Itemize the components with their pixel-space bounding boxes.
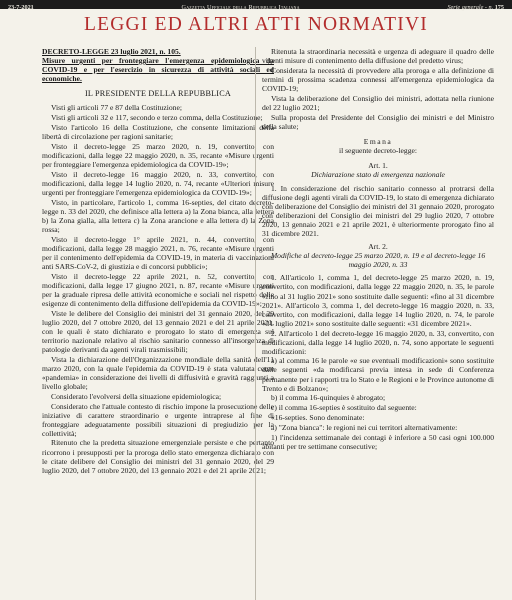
left-paragraph: Visti gli articoli 32 e 117, secondo e terzo comma, della Costituzione; (51, 113, 263, 123)
column-divider (255, 47, 256, 600)
left-paragraph: Vista la dichiarazione dell'Organizzazione mondiale della sanità dell'11 marzo 2020, con la quale l'epidemia da COVID-19 è stata valutata come «pandemia» in considerazione dei livelli di diffusività e gravità raggiunti a livello globale; (42, 354, 274, 391)
left-paragraph: Visto il decreto-legge 22 aprile 2021, n. 52, convertito, con modificazioni, dalla legge 17 giugno 2021, n. 87, recante «Misure urgenti per la graduale ripresa delle attività economiche e sociali nel rispetto delle esigenze di contenimento della diffusione dell'epidemia da COVID-19»; (42, 271, 274, 308)
left-paragraph: Ritenuto che la predetta situazione emergenziale persiste e che pertanto ricorrono i presupposti per la proroga dello stato emergenza dichiarato con le citate delibere del Consiglio dei ministri del 31 gennaio 2020, del 29 luglio 2020, del 7 ottobre 2020, del 13 gennaio 2021 e del 21 aprile 2021; (42, 438, 274, 475)
article-2-paragraph: 1. All'articolo 1, comma 1, del decreto-legge 25 marzo 2020, n. 19, convertito, con modificazioni, dalla legge 22 maggio 2020, n. 35, le parole «fino al 31 luglio 2021» sono sostituite dalle seguenti: «fino al 31 dicembre 2021». All'articolo 3, comma 1, del decreto-legge 16 maggio 2020, n. 33, convertito, con modificazioni, dalla legge 14 luglio 2020, n. 74, le parole «31 luglio 2021» sono sostituite dalle seguenti: «31 dicembre 2021». (262, 273, 494, 328)
article-1-title: Dichiarazione stato di emergenza nazionale (311, 169, 445, 179)
article-2-paragraph: «16-septies. Sono denominate: (271, 413, 365, 423)
article-2-paragraph: b) il comma 16-quinquies è abrogato; (271, 393, 386, 403)
preamble-paragraph: Vista la deliberazione del Consiglio dei ministri, adottata nella riunione del 22 luglio 2021; (262, 93, 494, 112)
header-series-label: Serie generale - n. (447, 3, 494, 11)
header-issue: 175 (494, 3, 504, 11)
emana-subheading: il seguente decreto-legge: (338, 145, 417, 155)
decree-subtitle: Misure urgenti per fronteggiare l'emergenza epidemiologica da COVID-19 e per l'esercizio in sicurezza di attività sociali ed economiche. (42, 56, 274, 84)
article-2-paragraph: a) al comma 16 le parole «e sue eventuali modificazioni» sono sostituite dalle seguenti «da modificarsi previa intesa in sede di Conferenza permanente per i rapporti tra lo Stato e le Regioni e le Province autonome di Trento e di Bolzano»; (262, 356, 494, 393)
decree-title: DECRETO-LEGGE 23 luglio 2021, n. 105. (42, 47, 181, 56)
left-paragraph: Considerato l'evolversi della situazione epidemiologica; (51, 391, 222, 401)
article-2-paragraph: 2. All'articolo 1 del decreto-legge 16 maggio 2020, n. 33, convertito, con modificazioni, dalla legge 14 luglio 2020, n. 74, sono apportate le seguenti modificazioni: (262, 328, 494, 356)
article-1-text: 1. In considerazione del rischio sanitario connesso al protrarsi della diffusione degli agenti virali da COVID-19, lo stato di emergenza dichiarato con deliberazione del Consiglio dei ministri del 31 gennaio 2020, prorogato con deliberazioni del Consiglio dei ministri del 29 luglio 2020, 7 ottobre 2020, 13 gennaio 2021 e 21 aprile 2021, è ulteriormente prorogato fino al 31 dicembre 2021. (262, 184, 494, 239)
header-series (447, 4, 504, 11)
article-2-paragraph: 1) l'incidenza settimanale dei contagi è inferiore a 50 casi ogni 100.000 abitanti per tre settimane consecutive; (262, 432, 494, 451)
president-heading: IL PRESIDENTE DELLA REPUBBLICA (84, 89, 232, 99)
left-paragraph: Considerato che l'attuale contesto di rischio impone la prosecuzione delle iniziative di carattere straordinario e urgente intraprese al fine di fronteggiare adeguatamente possibili situazioni di pregiudizio per la collettività; (42, 401, 274, 438)
left-paragraph: Visto il decreto-legge 25 marzo 2020, n. 19, convertito, con modificazioni, dalla legge 22 maggio 2020, n. 35, recante «Misure urgenti per fronteggiare l'emergenza epidemiologica da COVID-19»; (42, 141, 274, 169)
right-column (262, 47, 494, 451)
header-publication: Gazzetta Ufficiale della Repubblica Italiana (181, 3, 300, 11)
running-head (8, 2, 504, 12)
section-title: LEGGI ED ALTRI ATTI NORMATIVI (84, 14, 428, 35)
emana-heading: Emana (363, 136, 393, 146)
preamble-paragraph: Sulla proposta del Presidente del Consiglio dei ministri e del Ministro della salute; (262, 112, 494, 131)
preamble-paragraph: Considerata la necessità di provvedere alla proroga e alla definizione di termini di prossima scadenza connessi all'emergenza epidemiologica da COVID-19; (262, 65, 494, 93)
header-date: 23-7-2021 (8, 3, 34, 11)
article-2-paragraph: a) "Zona bianca": le regioni nei cui territori alternativamente: (271, 422, 458, 432)
left-paragraph: Viste le delibere del Consiglio dei ministri del 31 gennaio 2020, del 29 luglio 2020, del 7 ottobre 2020, del 13 gennaio 2021 e del 21 aprile 2021, con le quali è stato dichiarato e prorogato lo stato di emergenza sul territorio nazionale relativo al rischio sanitario connesso all'insorgenza di patologie derivanti da agenti virali trasmissibili; (42, 308, 274, 354)
article-1-number: Art. 1. (368, 160, 388, 170)
left-paragraph: Visto l'articolo 16 della Costituzione, che consente limitazioni della libertà di circolazione per ragioni sanitarie; (42, 122, 274, 141)
left-paragraph: Visto il decreto-legge 16 maggio 2020, n. 33, convertito, con modificazioni, dalla legge 14 luglio 2020, n. 74, recante «Ulteriori misure urgenti per fronteggiare l'emergenza epidemiologica da COVID-19»; (42, 169, 274, 197)
article-2-number: Art. 2. (368, 242, 388, 252)
article-2-title: Modifiche al decreto-legge 25 marzo 2020, n. 19 e al decreto-legge 16 maggio 2020, n. 33 (270, 251, 486, 270)
left-column (42, 47, 274, 475)
article-2-paragraph: c) il comma 16-septies è sostituito dal seguente: (271, 403, 417, 413)
preamble-paragraph: Ritenuta la straordinaria necessità e urgenza di adeguare il quadro delle vigenti misure di contenimento della diffusione del predetto virus; (262, 47, 494, 66)
left-paragraph: Visto il decreto-legge 1° aprile 2021, n. 44, convertito, con modificazioni, dalla legge 28 maggio 2021, n. 76, recante «Misure urgenti per il contenimento dell'epidemia da COVID-19, in materia di vaccinazioni anti SARS-CoV-2, di giustizia e di concorsi pubblici»; (42, 234, 274, 271)
left-paragraph: Visti gli articoli 77 e 87 della Costituzione; (51, 103, 182, 113)
left-paragraph: Visto, in particolare, l'articolo 1, comma 16-septies, del citato decreto-legge n. 33 del 2020, che definisce alla lettera a) la Zona bianca, alla lettera b) la Zona gialla, alla lettera c) la Zona arancione e alla lettera d) la Zona rossa; (42, 197, 274, 234)
